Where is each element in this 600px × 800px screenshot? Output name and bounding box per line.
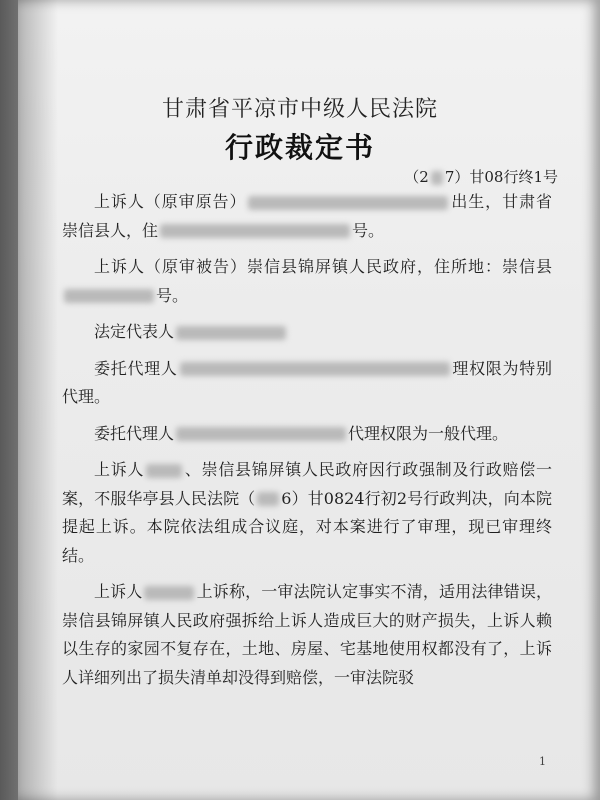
text-segment: 委托代理人 xyxy=(94,358,178,378)
text-segment: 出生，甘肃省崇信县人，住 xyxy=(62,192,552,240)
text-segment: 上诉称，一审法院认定事实不清，适用法律错误，崇信县锦屏镇人民政府强拆给上诉人造成巨大的财产损失，上诉人赖以生存的家园不复存在，土地、房屋、宅基地使用权都没有了，上诉人详细列出了损失清单却没得到赔偿，一审法院驳 xyxy=(62,582,552,687)
text-segment: 6）甘0824行初2号行政判决，向本院提起上诉。本院依法组成合议庭，对本案进行了审理，现已审理终结。 xyxy=(62,488,552,565)
redaction-mark xyxy=(146,464,182,478)
case-number xyxy=(404,166,558,187)
text-segment: 上诉人 xyxy=(94,460,145,479)
paragraph-agent-1 xyxy=(62,355,552,412)
text-segment: 号。 xyxy=(352,220,385,240)
text-segment: 委托代理人 xyxy=(94,423,175,443)
redaction-mark xyxy=(431,171,443,185)
text-segment: 、崇信县锦屏镇人民政府因行政强制及行政赔偿一案，不服华亭县人民法院（ xyxy=(62,460,552,508)
text-segment: 法定代表人 xyxy=(94,322,175,341)
redaction-mark xyxy=(248,196,448,210)
text-segment: 号。 xyxy=(156,285,189,305)
redaction-mark xyxy=(180,362,450,376)
text-segment: 上诉人 xyxy=(94,582,143,601)
text-segment: 理权限为特别代理。 xyxy=(62,358,552,406)
text-segment: 上诉人（原审被告）崇信县锦屏镇人民政府，住所地：崇信县 xyxy=(94,257,552,276)
redaction-mark xyxy=(176,427,346,441)
document-title: 行政裁定书 xyxy=(224,131,375,164)
paragraph-agent-2 xyxy=(62,420,552,449)
redaction-mark xyxy=(176,326,286,340)
paragraph-appellant-defendant xyxy=(62,253,552,310)
redaction-mark xyxy=(160,224,350,238)
paragraph-appellant-plaintiff xyxy=(62,188,552,245)
court-name: 甘肃省平凉市中级人民法院 xyxy=(161,97,438,122)
case-number-prefix: （2 xyxy=(404,168,429,186)
document-body xyxy=(62,188,552,700)
redaction-mark xyxy=(64,289,154,303)
case-number-suffix: 7）甘08行终1号 xyxy=(444,168,558,186)
paragraph-appeal-claims xyxy=(62,578,552,692)
redaction-mark xyxy=(144,586,194,600)
page-number: 1 xyxy=(539,755,546,768)
text-segment: 上诉人（原审原告） xyxy=(94,192,247,211)
redaction-mark xyxy=(257,492,279,506)
paragraph-legal-representative xyxy=(62,318,552,347)
paragraph-case-summary xyxy=(62,456,552,570)
text-segment: 代理权限为一般代理。 xyxy=(348,423,509,443)
